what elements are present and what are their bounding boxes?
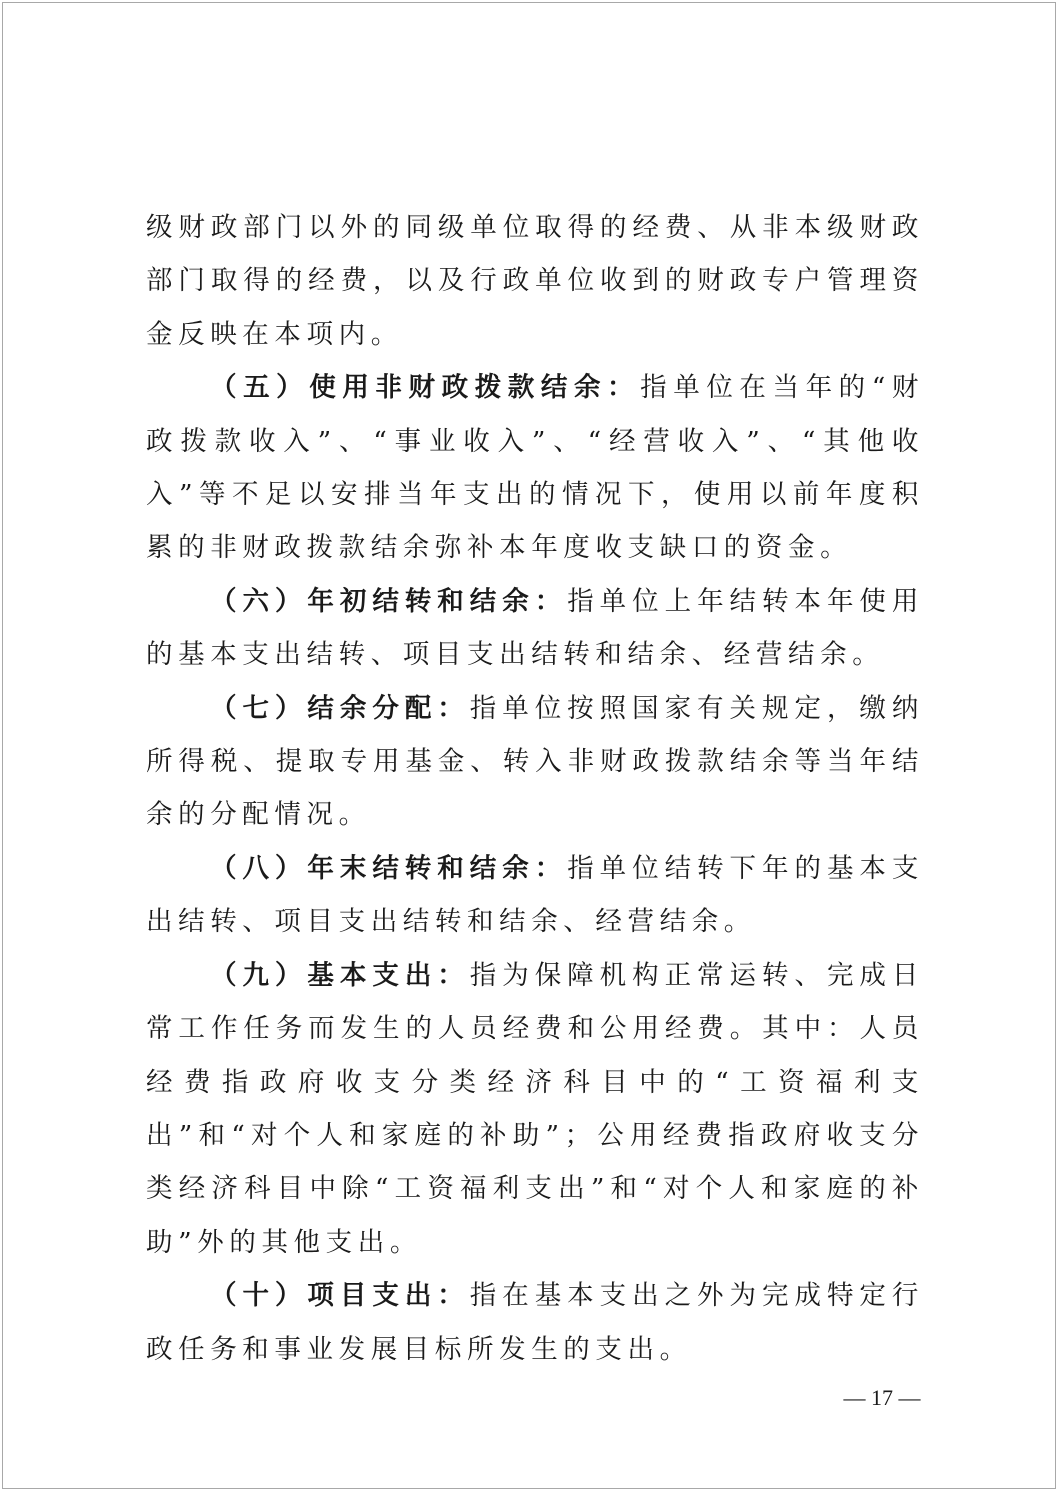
document-page	[2, 2, 1056, 1489]
paragraph-item-8	[146, 842, 924, 949]
item-heading: （八）年末结转和结余：	[210, 852, 568, 884]
paragraph-text: 指在基本支出之外为完成特定行政任务和事业发展目标所发生的支出。	[146, 1280, 924, 1365]
item-heading: （十）项目支出：	[210, 1280, 470, 1312]
paragraph-item-10	[146, 1269, 924, 1376]
item-heading: （六）年初结转和结余：	[210, 585, 568, 617]
paragraph-item-6	[146, 575, 924, 682]
paragraph-text: 指为保障机构正常运转、完成日常工作任务而发生的人员经费和公用经费。其中：人员经费指政府收支分类经济科目中的“工资福利支出”和“对个人和家庭的补助”；公用经费指政府收支分类经济科目中除“工资福利支出”和“对个人和家庭的补助”外的其他支出。	[146, 959, 924, 1258]
paragraph-text: 指单位在当年的“财政拨款收入”、“事业收入”、“经营收入”、“其他收入”等不足以安排当年支出的情况下，使用以前年度积累的非财政拨款结余弥补本年度收支缺口的资金。	[146, 372, 924, 564]
paragraph-item-9	[146, 949, 924, 1269]
page-number: — 17 —	[843, 1385, 921, 1410]
paragraph-item-7	[146, 682, 924, 842]
paragraph-text: 指单位按照国家有关规定，缴纳所得税、提取专用基金、转入非财政拨款结余等当年结余的分配情况。	[146, 692, 924, 831]
paragraph-item-5	[146, 361, 924, 575]
paragraph-text: 指单位结转下年的基本支出结转、项目支出结转和结余、经营结余。	[146, 852, 924, 938]
paragraph-continuation	[146, 201, 924, 361]
item-heading: （五）使用非财政拨款结余：	[210, 372, 641, 404]
body-text	[146, 201, 924, 1376]
paragraph-text: 指单位上年结转本年使用的基本支出结转、项目支出结转和结余、经营结余。	[146, 585, 924, 671]
item-heading: （七）结余分配：	[210, 692, 470, 724]
item-heading: （九）基本支出：	[210, 959, 470, 991]
paragraph-text: 级财政部门以外的同级单位取得的经费、从非本级财政部门取得的经费，以及行政单位收到的财政专户管理资金反映在本项内。	[146, 212, 924, 350]
